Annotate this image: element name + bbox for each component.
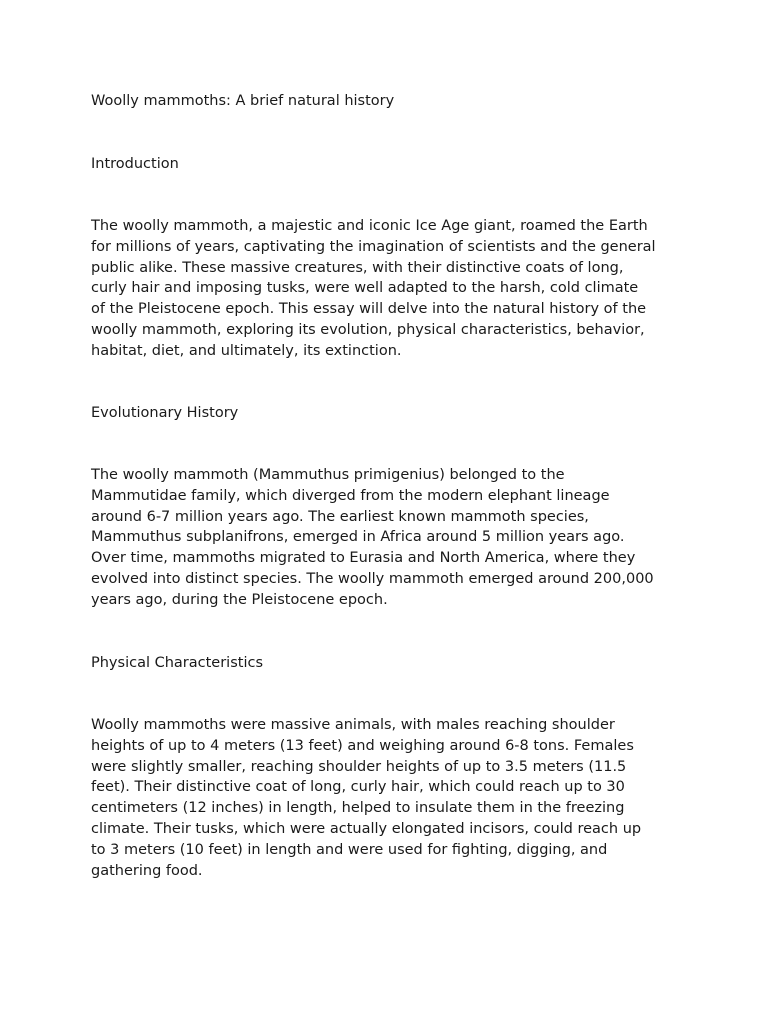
paragraph-line: centimeters (12 inches) in length, helped to insulate them in the freezing xyxy=(91,800,625,817)
section-heading-introduction: Introduction xyxy=(91,156,179,172)
paragraph-line: evolved into distinct species. The woolly mammoth emerged around 200,000 xyxy=(91,570,654,587)
paragraph-line: Woolly mammoths were massive animals, with males reaching shoulder xyxy=(91,717,615,733)
paragraph-line: Mammuthus subplanifrons, emerged in Africa around 5 million years ago. xyxy=(91,529,625,546)
paragraph-line: The woolly mammoth, a majestic and iconic Ice Age giant, roamed the Earth xyxy=(91,218,648,234)
paragraph-line: around 6-7 million years ago. The earliest known mammoth species, xyxy=(91,508,589,525)
paragraph-line: were slightly smaller, reaching shoulder heights of up to 3.5 meters (11.5 xyxy=(91,758,627,775)
paragraph-line: for millions of years, captivating the imagination of scientists and the general xyxy=(91,238,656,255)
paragraph-line: to 3 meters (10 feet) in length and were used for fighting, digging, and xyxy=(91,841,608,858)
section-heading-physical-characteristics: Physical Characteristics xyxy=(91,655,264,671)
paragraph-line: gathering food. xyxy=(91,862,203,879)
paragraph-line: Mammutidae family, which diverged from the modern elephant lineage xyxy=(91,487,610,504)
paragraph-line: woolly mammoth, exploring its evolution, physical characteristics, behavior, xyxy=(91,321,645,338)
document-title: Woolly mammoths: A brief natural history xyxy=(91,93,395,109)
paragraph-line: public alike. These massive creatures, with their distinctive coats of long, xyxy=(91,259,624,276)
paragraph-physical-characteristics xyxy=(91,715,691,881)
paragraph-line: feet). Their distinctive coat of long, curly hair, which could reach up to 30 xyxy=(91,779,625,796)
paragraph-evolutionary-history xyxy=(91,465,691,611)
paragraph-line: habitat, diet, and ultimately, its extinction. xyxy=(91,342,402,359)
paragraph-line: years ago, during the Pleistocene epoch. xyxy=(91,591,388,608)
paragraph-line: of the Pleistocene epoch. This essay will delve into the natural history of the xyxy=(91,301,647,318)
paragraph-introduction xyxy=(91,216,691,362)
paragraph-line: Over time, mammoths migrated to Eurasia and North America, where they xyxy=(91,550,636,567)
paragraph-line: curly hair and imposing tusks, were well adapted to the harsh, cold climate xyxy=(91,280,639,297)
paragraph-line: heights of up to 4 meters (13 feet) and weighing around 6-8 tons. Females xyxy=(91,737,634,754)
paragraph-line: climate. Their tusks, which were actually elongated incisors, could reach up xyxy=(91,820,642,837)
paragraph-line: The woolly mammoth (Mammuthus primigenius) belonged to the xyxy=(91,467,565,483)
section-heading-evolutionary-history: Evolutionary History xyxy=(91,405,239,421)
